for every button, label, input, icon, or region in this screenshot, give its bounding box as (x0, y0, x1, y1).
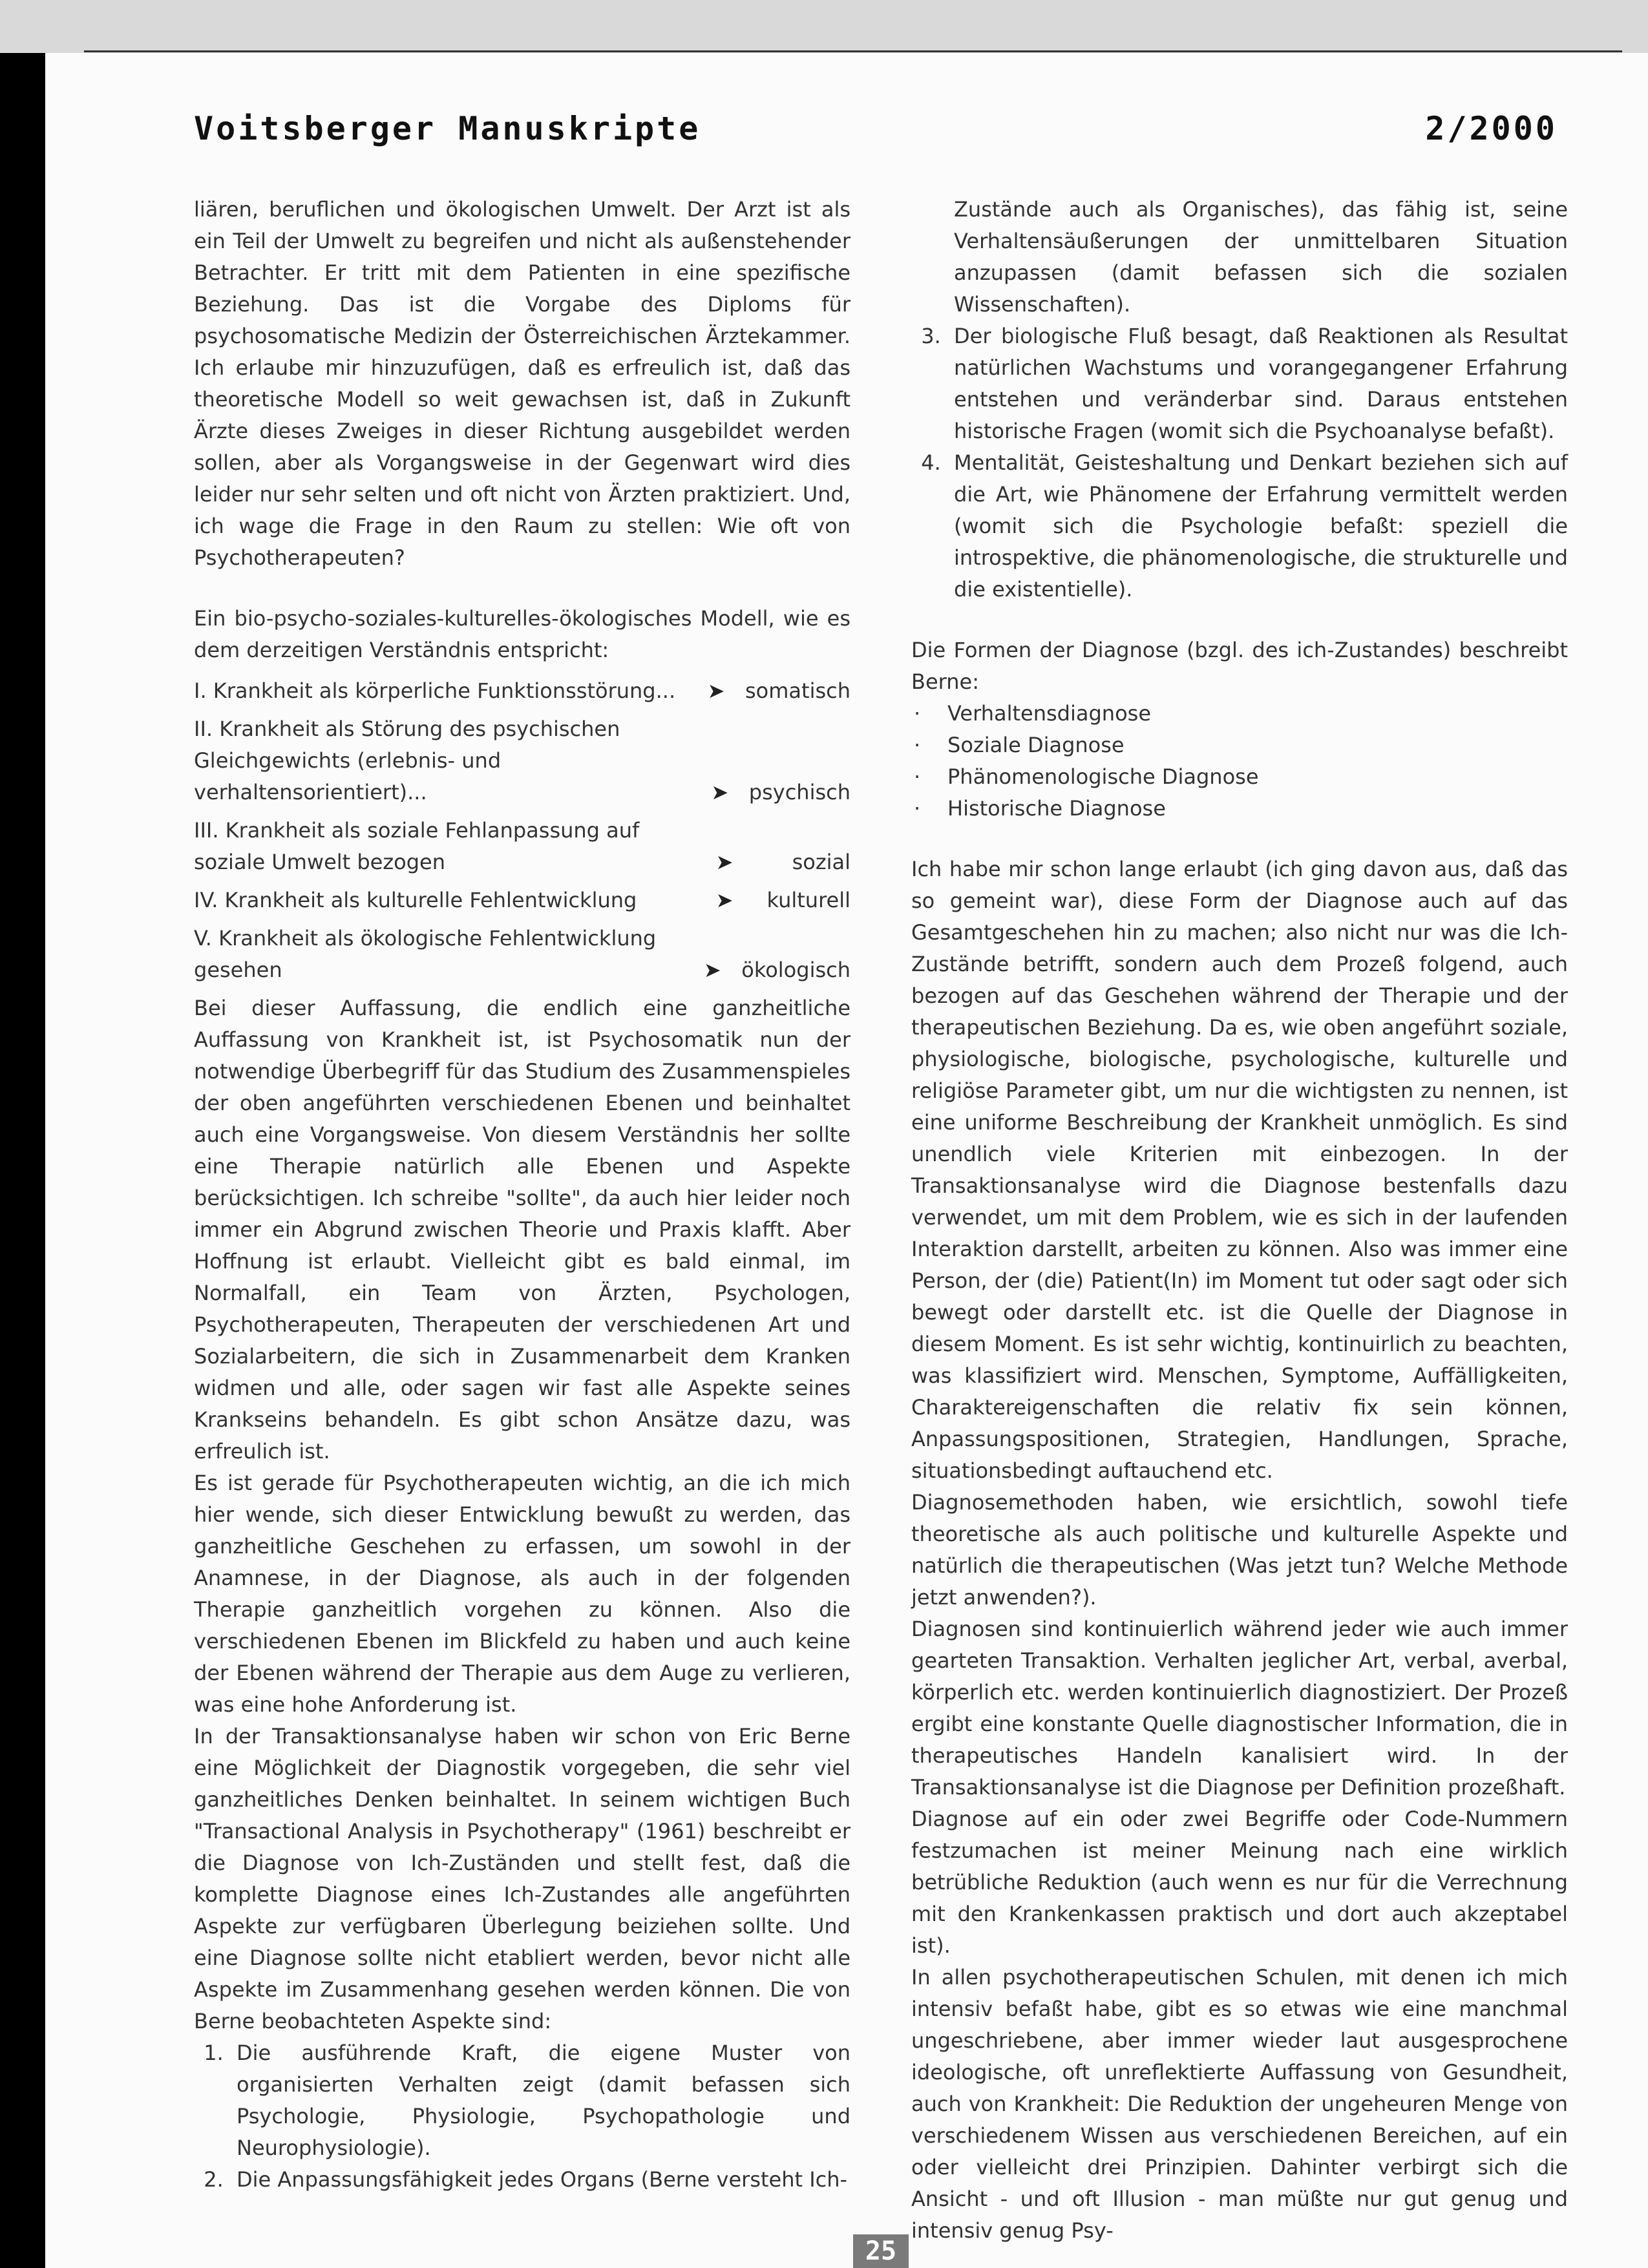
model-row (194, 885, 850, 916)
model-text: IV. Krankheit als kulturelle Fehlentwicklung (194, 888, 637, 912)
arrow-right-icon: ➤ (703, 958, 721, 982)
paragraph: liären, beruflichen und ökologischen Umwelt. Der Arzt ist als ein Teil der Umwelt zu begreifen und nicht als außenstehender Betrachter. Er tritt mit dem Patienten in eine spezifische Beziehung. Das ist die Vorgabe des Diploms für psychosomatische Medizin der Österreichischen Ärztekammer. Ich erlaube mir hinzuzufügen, daß es erfreulich ist, daß das theoretische Modell so weit gewachsen ist, daß in Zukunft Ärzte dieses Zweiges in dieser Richtung ausgebildet werden sollen, aber als Vorgangsweise in der Gegenwart wird dies leider nur sehr selten und oft nicht von Ärzten praktiziert. Und, ich wage die Frage in den Raum zu stellen: Wie oft von Psychotherapeuten? (194, 197, 850, 570)
model-text: III. Krankheit als soziale Fehlanpassung auf soziale Umwelt bezogen (194, 818, 640, 874)
paragraph: Bei dieser Auffassung, die endlich eine ganzheitliche Auffassung von Krankheit ist, ist Psychosomatik nun der notwendige Überbegriff für das Studium des Zusammenspieles der oben angeführten verschiedenen Ebenen und beinhaltet auch eine Vorgangsweise. Von diesem Verständnis her sollte eine Therapie natürlich alle Ebenen und Aspekte berücksichtigen. Ich schreibe "sollte", da auch hier leider noch immer ein Abgrund zwischen Theorie und Praxis klafft. Aber Hoffnung ist erlaubt. Vielleicht gibt es bald einmal, im Normalfall, ein Team von Ärzten, Psychologen, Psychotherapeuten, Therapeuten der verschiedenen Art und Sozialarbeitern, die sich in Zusammenarbeit dem Kranken widmen und alle, oder sagen wir fast alle Aspekte seines Krankseins behandeln. Es gibt schon Ansätze dazu, was erfreulich ist. (194, 996, 850, 1464)
arrow-right-icon: ➤ (715, 888, 734, 912)
page-number: 25 (853, 2234, 909, 2268)
model-text: V. Krankheit als ökologische Fehlentwicklung gesehen (194, 926, 657, 982)
paragraph: In der Transaktionsanalyse haben wir schon von Eric Berne eine Möglichkeit der Diagnostik vorgegeben, die sehr viel ganzheitliches Denken beinhaltet. In seinem wichtigen Buch "Transactional Analysis in Psychotherapy" (1961) beschreibt er die Diagnose von Ich-Zuständen und stellt fest, daß die komplette Diagnose eines Ich-Zustandes alle angeführten Aspekte zur verfügbaren Überlegung beiziehen sollte. Und eine Diagnose sollte nicht etabliert werden, bevor nicht alle Aspekte im Zusammenhang gesehen werden können. Die von Berne beobachteten Aspekte sind: (194, 1724, 850, 2033)
list-item: 2. Die Anpassungsfähigkeit jedes Organs (Berne versteht Ich- (230, 2164, 850, 2196)
list-item: 3. Der biologische Fluß besagt, daß Reaktionen als Resultat natürlichen Wachstums und vorangegangener Erfahrung entstehen und veränderbar sind. Daraus entstehen historische Fragen (womit sich die Psychoanalyse befaßt). (947, 320, 1568, 447)
paragraph: In allen psychotherapeutischen Schulen, mit denen ich mich intensiv befaßt habe, gibt es so etwas wie eine manchmal ungeschriebene, aber immer wieder laut ausgesprochene ideologische, oft unreflektierte Auffassung von Gesundheit, auch von Krankheit: Die Reduktion der ungeheuren Menge von verschiedenem Wissen aus verschiedenen Bereichen, auf ein oder vielleicht drei Prinzipien. Dahinter verbirgt sich die Ansicht - und oft Illusion - man müßte nur gut genug und intensiv genug Psy- (911, 1965, 1568, 2243)
model-label: sozial (792, 850, 850, 874)
model-row (194, 675, 850, 707)
left-column (194, 194, 850, 2196)
diagnosis-forms-list (911, 698, 1568, 824)
arrow-right-icon: ➤ (715, 850, 734, 874)
model-row (194, 815, 850, 878)
list-item: · Verhaltensdiagnose (911, 698, 1568, 730)
right-column (911, 194, 1568, 2247)
top-rule (84, 50, 1622, 52)
model-row (194, 713, 850, 808)
model-text: I. Krankheit als körperliche Funktionsstörung... (194, 678, 676, 703)
model-label: psychisch (748, 780, 850, 804)
model-row (194, 923, 850, 986)
list-item: 1. Die ausführende Kraft, die eigene Muster von organisierten Verhalten zeigt (damit befassen sich Psychologie, Physiologie, Psychopathologie und Neurophysiologie). (230, 2037, 850, 2164)
model-label: somatisch (745, 678, 850, 703)
aspects-list-continued (911, 320, 1568, 605)
model-text: II. Krankheit als Störung des psychischen Gleichgewichts (erlebnis- und verhaltensorientiert)... (194, 717, 620, 804)
model-label: kulturell (766, 888, 850, 912)
list-item: · Historische Diagnose (911, 793, 1568, 824)
issue-number: 2/2000 (1425, 110, 1558, 147)
paragraph: Ein bio-psycho-soziales-kulturelles-ökologisches Modell, wie es dem derzeitigen Verständnis entspricht: (194, 606, 850, 662)
arrow-right-icon: ➤ (707, 678, 725, 703)
model-label: ökologisch (741, 958, 850, 982)
scan-top-margin (0, 0, 1648, 53)
paragraph: Die Formen der Diagnose (bzgl. des ich-Zustandes) beschreibt Berne: (911, 638, 1568, 694)
paragraph: Diagnose auf ein oder zwei Begriffe oder Code-Nummern festzumachen ist meiner Meinung nach eine wirklich betrübliche Reduktion (auch wenn es nur für die Verrechnung mit den Krankenkassen praktisch und dort auch akzeptabel ist). (911, 1807, 1568, 1958)
list-item: · Soziale Diagnose (911, 730, 1568, 761)
arrow-right-icon: ➤ (711, 780, 729, 804)
paragraph: Es ist gerade für Psychotherapeuten wichtig, an die ich mich hier wende, sich dieser Entwicklung bewußt zu werden, das ganzheitliche Geschehen zu erfassen, um sowohl in der Anamnese, in der Diagnose, als auch in der folgenden Therapie ganzheitlich vorgehen zu können. Also die verschiedenen Ebenen im Blickfeld zu haben und auch keine der Ebenen während der Therapie aus dem Auge zu verlieren, was eine hohe Anforderung ist. (194, 1471, 850, 1717)
journal-title: Voitsberger Manuskripte (194, 110, 701, 147)
paragraph: Diagnosen sind kontinuierlich während jeder wie auch immer gearteten Transaktion. Verhalten jeglicher Art, verbal, averbal, körperlich etc. werden kontinuierlich diagnostiziert. Der Prozeß ergibt eine konstante Quelle diagnostischer Information, die in therapeutisches Handeln kanalisiert wird. In der Transaktionsanalyse ist die Diagnose per Definition prozeßhaft. (911, 1617, 1568, 1800)
aspects-list (194, 2037, 850, 2196)
paragraph: Diagnosemethoden haben, wie ersichtlich, sowohl tiefe theoretische als auch politische und kulturelle Aspekte und natürlich die therapeutischen (Was jetzt tun? Welche Methode jetzt anwenden?). (911, 1490, 1568, 1610)
list-item-continuation: Zustände auch als Organisches), das fähig ist, seine Verhaltensäußerungen der unmittelbaren Situation anzupassen (damit befassen sich die sozialen Wissenschaften). (954, 197, 1568, 317)
list-item: 4. Mentalität, Geisteshaltung und Denkart beziehen sich auf die Art, wie Phänomene der Erfahrung vermittelt werden (womit sich die Psychologie befaßt: speziell die introspektive, die phänomenologische, die strukturelle und die existentielle). (947, 447, 1568, 605)
list-item: · Phänomenologische Diagnose (911, 761, 1568, 793)
paragraph: Ich habe mir schon lange erlaubt (ich ging davon aus, daß das so gemeint war), diese Form der Diagnose auch auf das Gesamtgeschehen hin zu machen; also nicht nur was die Ich-Zustände betrifft, sondern auch dem Prozeß folgend, auch bezogen auf das Geschehen während der Therapie und der therapeutischen Beziehung. Da es, wie oben angeführt soziale, physiologische, biologische, psychologische, kulturelle und religiöse Parameter gibt, um nur die wichtigsten zu nennen, ist eine uniforme Beschreibung der Krankheit unmöglich. Es sind unendlich viele Kriterien mit einbezogen. In der Transaktionsanalyse wird die Diagnose bestenfalls dazu verwendet, um mit dem Problem, wie es sich in der laufenden Interaktion darstellt, arbeiten zu können. Also was immer eine Person, der (die) Patient(In) im Moment tut oder sagt oder sich bewegt oder darstellt etc. ist die Quelle der Diagnose in diesem Moment. Es ist sehr wichtig, kontinuirlich zu beachten, was klassifiziert wird. Menschen, Symptome, Auffälligkeiten, Charaktereigenschaften die relativ fix sein können, Anpassungspositionen, Strategien, Handlungen, Sprache, situationsbedingt auftauchend etc. (911, 857, 1568, 1483)
